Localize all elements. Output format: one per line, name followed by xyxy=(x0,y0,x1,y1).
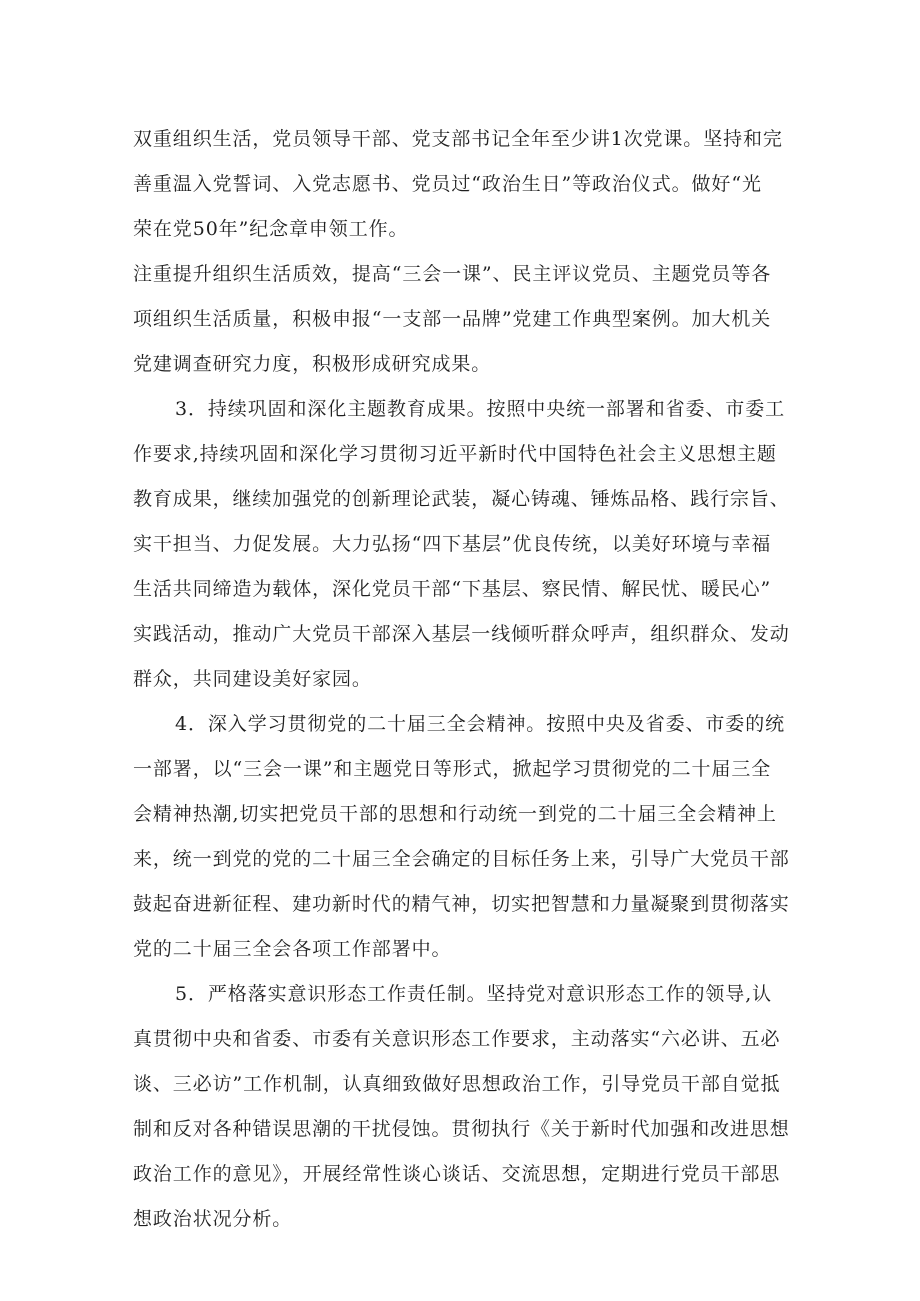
section-heading-3: 3．持续巩固和深化主题教育成果。按照中央统一部署和省委、市委工 xyxy=(175,398,785,420)
text-line: 政治工作的意见》，开展经常性谈心谈话、交流思想，定期进行党员干部思 xyxy=(133,1163,781,1185)
text-line: 实干担当、力促发展。大力弘扬“四下基层”优良传统，以美好环境与幸福 xyxy=(133,533,772,555)
text-line: 项组织生活质量，积极申报“一支部一品牌”党建工作典型案例。加大机关 xyxy=(133,308,772,330)
text-line: 实践活动，推动广大党员干部深入基层一线倾听群众呼声，组织群众、发动 xyxy=(133,623,790,645)
text-line: 作要求,持续巩固和深化学习贯彻习近平新时代中国特色社会主义思想主题 xyxy=(133,443,777,465)
text-line: 党的二十届三全会各项工作部署中。 xyxy=(133,938,452,960)
text-line: 来，统一到党的党的二十届三全会确定的目标任务上来，引导广大党员干部 xyxy=(133,848,790,870)
text-line: 善重温入党誓词、入党志愿书、党员过“政治生日”等政治仪式。做好“光 xyxy=(133,173,762,195)
text-line: 想政治状况分析。 xyxy=(133,1208,293,1230)
text-line: 一部署，以“三会一课”和主题党日等形式，掀起学习贯彻党的二十届三全 xyxy=(133,758,772,780)
section-heading-4: 4．深入学习贯彻党的二十届三全会精神。按照中央及省委、市委的统 xyxy=(175,713,785,735)
text-line: 荣在党50年”纪念章申领工作。 xyxy=(133,218,409,240)
text-line: 会精神热潮,切实把党员干部的思想和行动统一到党的二十届三全会精神上 xyxy=(133,803,777,825)
text-line: 生活共同缔造为载体，深化党员干部“下基层、察民情、解民忧、暖民心” xyxy=(133,578,772,600)
text-line: 鼓起奋进新征程、建功新时代的精气神，切实把智慧和力量凝聚到贯彻落实 xyxy=(133,893,790,915)
text-line: 双重组织生活，党员领导干部、党支部书记全年至少讲1次党课。坚持和完 xyxy=(133,128,783,150)
text-line: 注重提升组织生活质效，提高“三会一课”、民主评议党员、主题党员等各 xyxy=(133,263,772,285)
text-line: 党建调查研究力度，积极形成研究成果。 xyxy=(133,353,492,375)
text-line: 教育成果，继续加强党的创新理论武装，凝心铸魂、锤炼品格、践行宗旨、 xyxy=(133,488,790,510)
text-line: 群众，共同建设美好家园。 xyxy=(133,668,372,690)
text-line: 真贯彻中央和省委、市委有关意识形态工作要求，主动落实“六必讲、五必 xyxy=(133,1028,781,1050)
text-line: 制和反对各种错误思潮的干扰侵蚀。贯彻执行《关于新时代加强和改进思想 xyxy=(133,1118,790,1140)
text-line: 谈、三必访”工作机制，认真细致做好思想政治工作，引导党员干部自觉抵 xyxy=(133,1073,781,1095)
section-heading-5: 5．严格落实意识形态工作责任制。坚持党对意识形态工作的领导,认 xyxy=(175,983,773,1005)
